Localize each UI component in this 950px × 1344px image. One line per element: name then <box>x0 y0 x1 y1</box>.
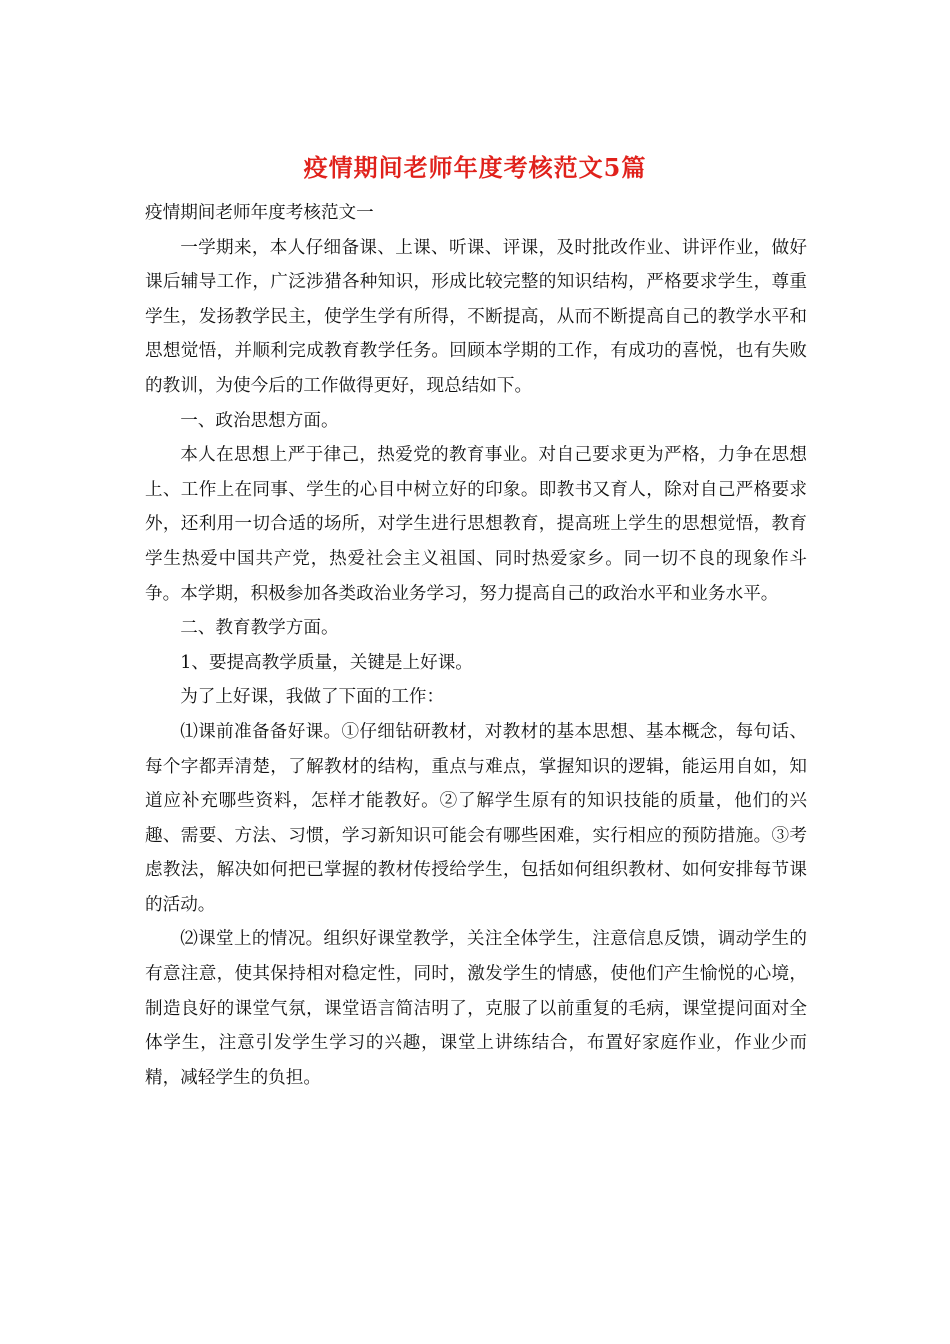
heading-teaching: 二、教育教学方面。 <box>180 618 339 639</box>
paragraph-teaching-point-1: 1、要提高教学质量，关键是上好课。 <box>180 652 473 673</box>
document-body <box>145 196 807 1095</box>
document-title: 疫情期间老师年度考核范文5篇 <box>303 153 647 182</box>
section-heading: 疫情期间老师年度考核范文一 <box>145 203 374 223</box>
heading-political: 一、政治思想方面。 <box>180 410 339 431</box>
paragraph-classroom: ⑵课堂上的情况。组织好课堂教学，关注全体学生，注意信息反馈，调动学生的有意注意，使其保持相对稳定性，同时，激发学生的情感，使他们产生愉悦的心境，制造良好的课堂气氛，课堂语言简洁明了，克服了以前重复的毛病，课堂提问面对全体学生，注意引发学生学习的兴趣，课堂上讲练结合，布置好家庭作业，作业少而精，减轻学生的负担。 <box>145 929 807 1088</box>
paragraph-lesson-prep: ⑴课前准备备好课。①仔细钻研教材，对教材的基本思想、基本概念，每句话、每个字都弄清楚，了解教材的结构，重点与难点，掌握知识的逻辑，能运用自如，知道应补充哪些资料，怎样才能教好。②了解学生原有的知识技能的质量，他们的兴趣、需要、方法、习惯，学习新知识可能会有哪些困难，实行相应的预防措施。③考虑教法，解决如何把已掌握的教材传授给学生，包括如何组织教材、如何安排每节课的活动。 <box>145 721 807 915</box>
paragraph-political: 本人在思想上严于律己，热爱党的教育事业。对自己要求更为严格，力争在思想上、工作上在同事、学生的心目中树立好的印象。即教书又育人，除对自己严格要求外，还利用一切合适的场所，对学生进行思想教育，提高班上学生的思想觉悟，教育学生热爱中国共产党，热爱社会主义祖国、同时热爱家乡。同一切不良的现象作斗争。本学期，积极参加各类政治业务学习，努力提高自己的政治水平和业务水平。 <box>145 445 807 604</box>
paragraph-teaching-work: 为了上好课，我做了下面的工作： <box>180 687 445 708</box>
paragraph-intro: 一学期来，本人仔细备课、上课、听课、评课，及时批改作业、讲评作业，做好课后辅导工作，广泛涉猎各种知识，形成比较完整的知识结构，严格要求学生，尊重学生，发扬教学民主，使学生学有所得，不断提高，从而不断提高自己的教学水平和思想觉悟，并顺利完成教育教学任务。回顾本学期的工作，有成功的喜悦，也有失败的教训，为使今后的工作做得更好，现总结如下。 <box>145 237 807 396</box>
